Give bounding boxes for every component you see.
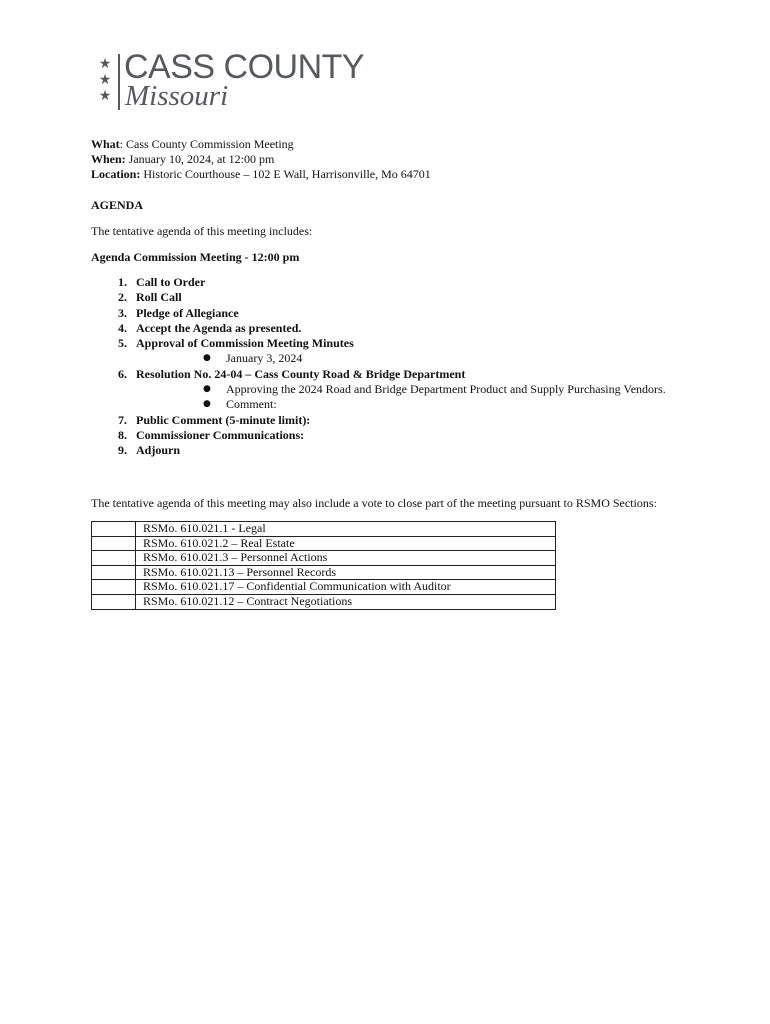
bullet-icon: ● (203, 384, 211, 395)
bullet-icon: ● (203, 353, 211, 364)
rsmo-section: RSMo. 610.021.12 – Contract Negotiations (136, 594, 556, 609)
logo-county-name: CASS COUNTY (124, 48, 365, 86)
location-value: Historic Courthouse – 102 E Wall, Harrisonville, Mo 64701 (140, 167, 431, 181)
rsmo-section: RSMo. 610.021.2 – Real Estate (136, 536, 556, 551)
when-label: When: (91, 152, 126, 166)
rsmo-section: RSMo. 610.021.13 – Personnel Records (136, 565, 556, 580)
table-row (92, 551, 556, 566)
agenda-intro: The tentative agenda of this meeting includes: (91, 224, 313, 238)
rsmo-sections-table (91, 521, 556, 610)
agenda-heading: AGENDA (91, 198, 144, 212)
agenda-list (91, 275, 711, 459)
meeting-what (91, 137, 294, 152)
when-value: January 10, 2024, at 12:00 pm (125, 152, 275, 166)
agenda-item: 5. Approval of Commission Meeting Minutes (118, 336, 354, 351)
star-icon: ★ (98, 88, 112, 104)
agenda-subitem: ● January 3, 2024 (203, 351, 303, 366)
logo-stars (96, 56, 114, 104)
bullet-icon: ● (203, 399, 211, 410)
table-row (92, 580, 556, 595)
rsmo-section: RSMo. 610.021.3 – Personnel Actions (136, 551, 556, 566)
what-label: What (91, 137, 120, 151)
logo-divider (118, 54, 120, 110)
agenda-item: 2. Roll Call (118, 290, 182, 305)
star-icon: ★ (98, 72, 112, 88)
table-row (92, 565, 556, 580)
agenda-item: 8. Commissioner Communications: (118, 427, 305, 442)
closed-session-note: The tentative agenda of this meeting may also include a vote to close part of the meeting pursuant to RSMO Sections: (91, 496, 657, 510)
what-value: : Cass County Commission Meeting (119, 137, 294, 151)
table-row (92, 594, 556, 609)
meeting-location (91, 167, 431, 182)
table-row (92, 536, 556, 551)
rsmo-section: RSMo. 610.021.1 - Legal (136, 522, 556, 537)
table-row (92, 522, 556, 537)
rsmo-section: RSMo. 610.021.17 – Confidential Communication with Auditor (136, 580, 556, 595)
agenda-item: 3. Pledge of Allegiance (118, 305, 239, 320)
agenda-subitem: ● Approving the 2024 Road and Bridge Department Product and Supply Purchasing Vendors. (203, 382, 666, 397)
location-label: Location: (91, 167, 141, 181)
agenda-item: 6. Resolution No. 24-04 – Cass County Road & Bridge Department (118, 366, 466, 381)
agenda-item: 1. Call to Order (118, 275, 206, 289)
meeting-when (91, 152, 274, 167)
agenda-subitem: ● Comment: (203, 397, 277, 412)
logo-state-name: Missouri (125, 80, 229, 112)
agenda-item: 4. Accept the Agenda as presented. (118, 320, 302, 335)
star-icon: ★ (98, 56, 112, 72)
agenda-item: 7. Public Comment (5-minute limit): (118, 412, 311, 427)
cass-county-logo (96, 48, 396, 114)
session-title: Agenda Commission Meeting - 12:00 pm (91, 250, 300, 264)
agenda-item: 9. Adjourn (118, 443, 181, 458)
